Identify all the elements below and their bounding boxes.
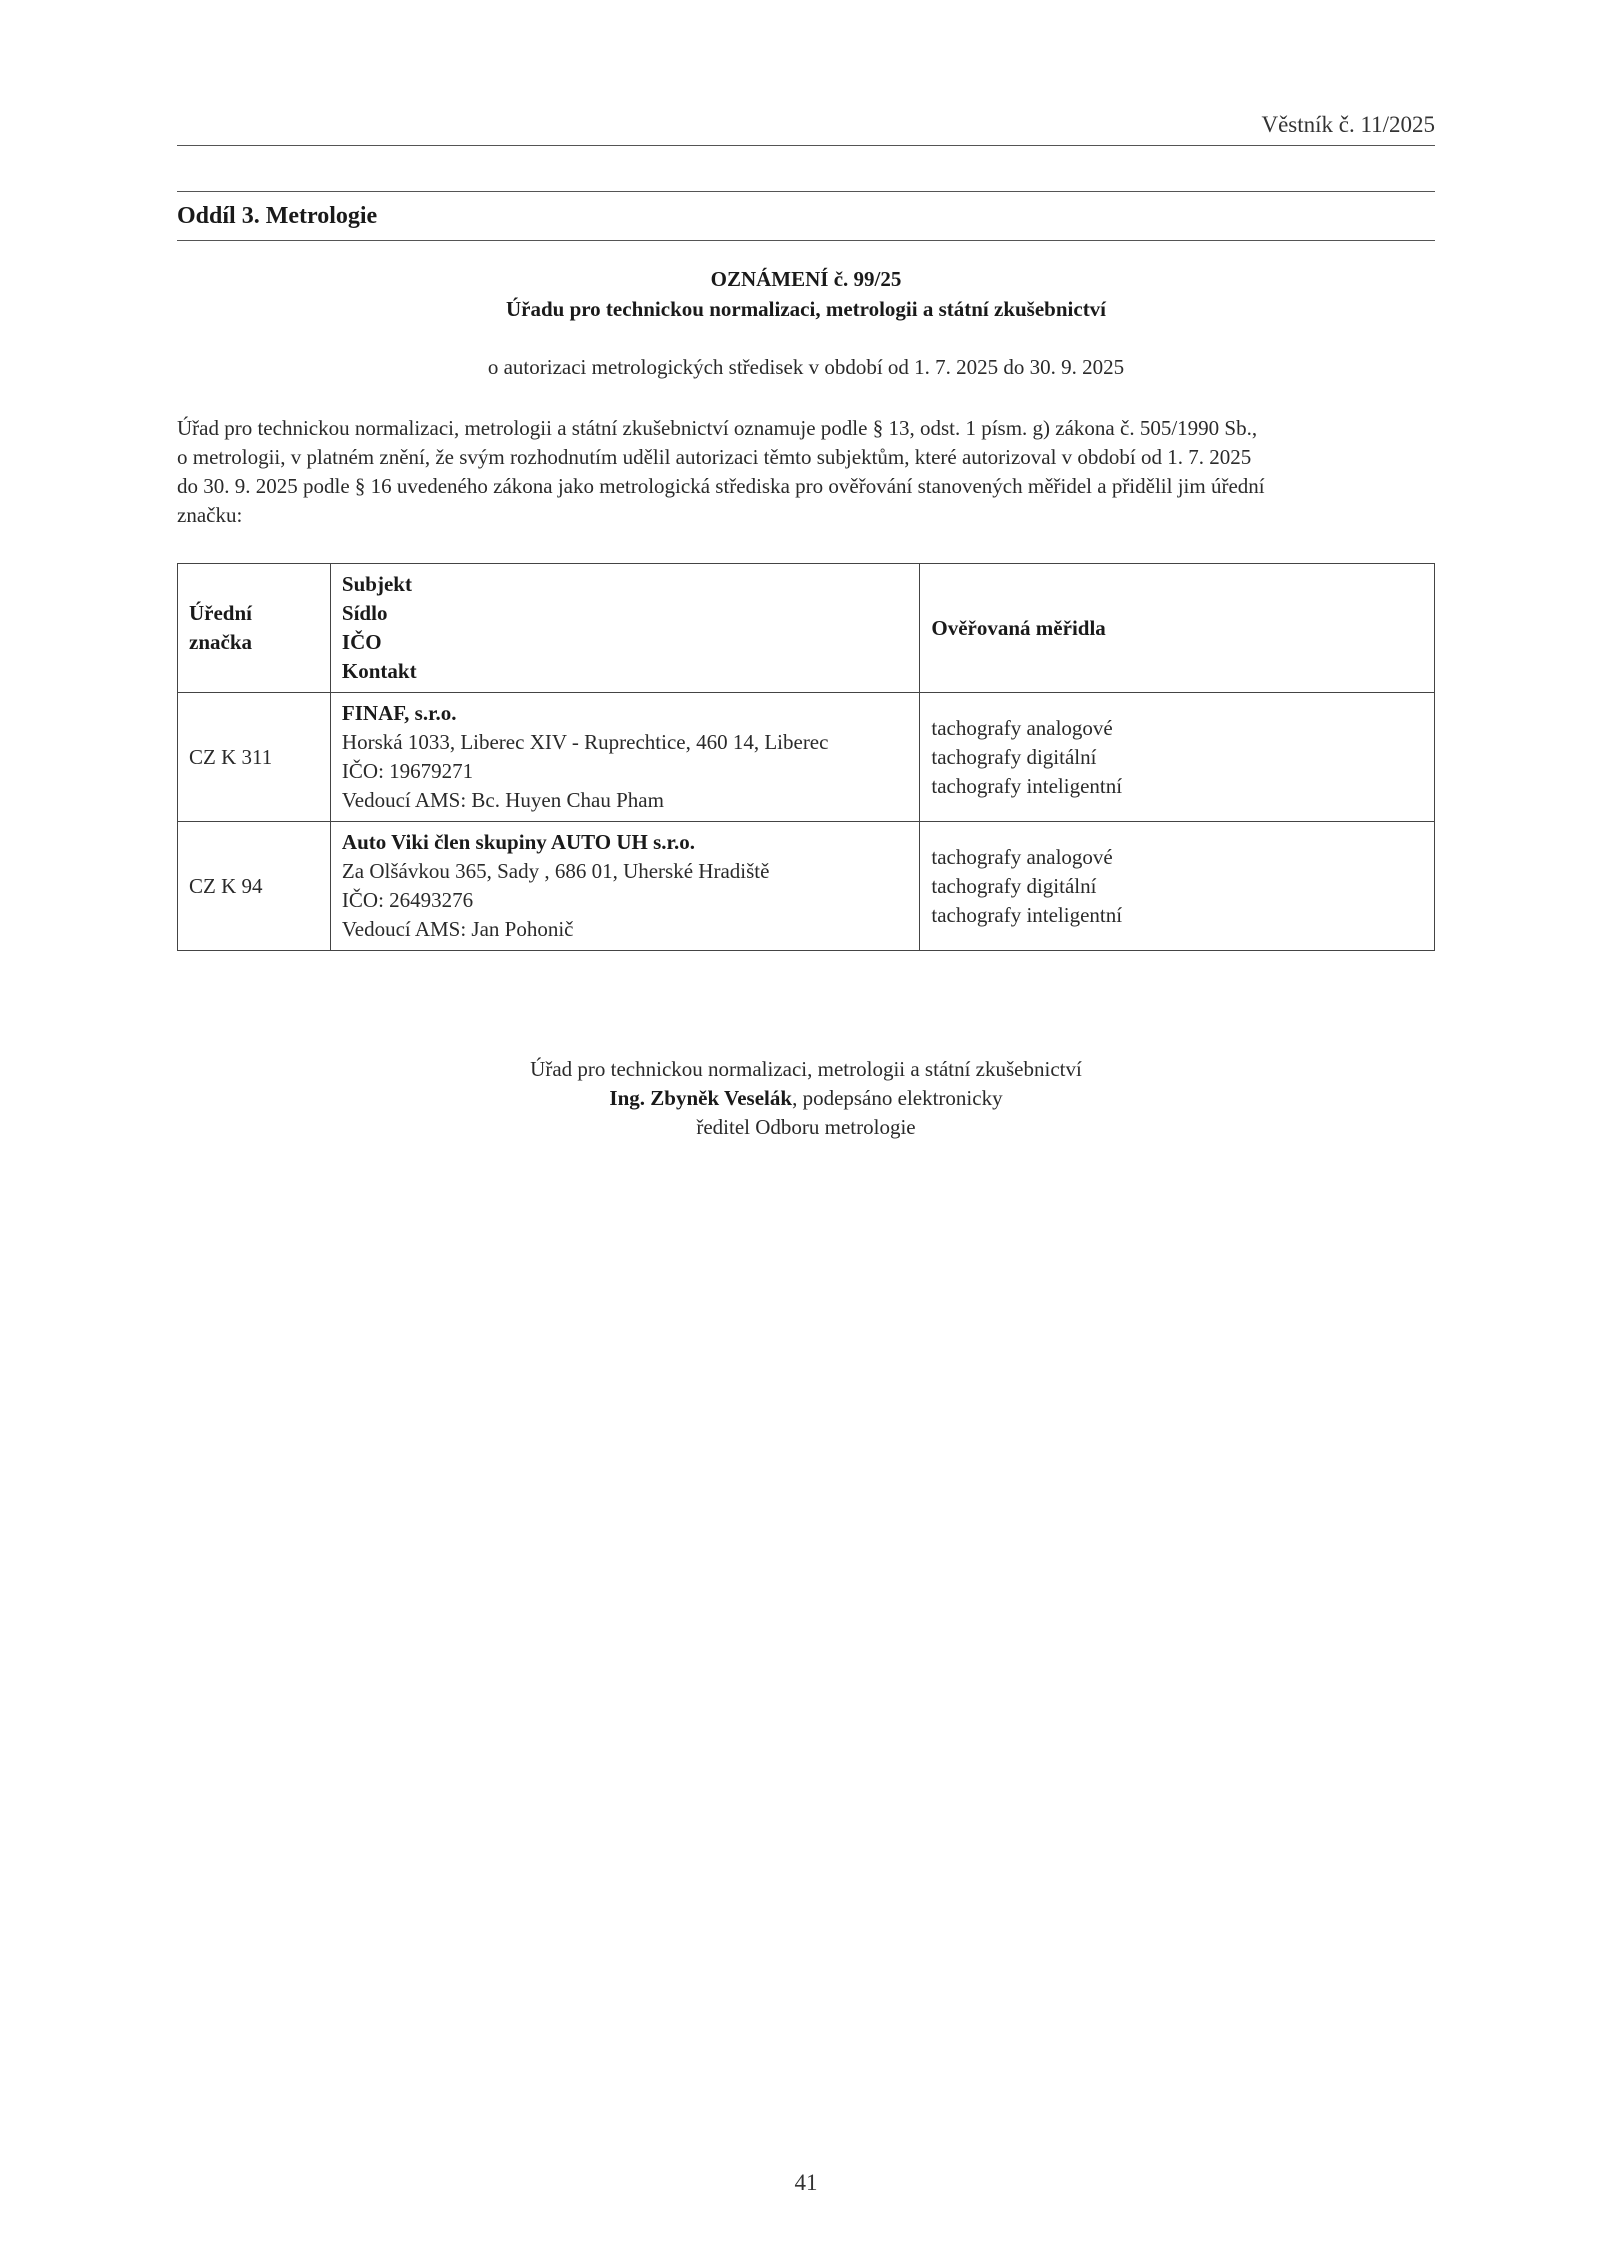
- subject-name: FINAF, s.r.o.: [341, 701, 457, 725]
- intro-line: značku:: [177, 503, 243, 527]
- official-mark: CZ K 94: [178, 822, 331, 951]
- signature-note: , podepsáno elektronicky: [792, 1086, 1003, 1110]
- header-rule: [177, 145, 1435, 146]
- intro-paragraph: [177, 414, 1435, 530]
- instrument-item: tachografy digitální: [931, 744, 1097, 769]
- subject-name: Auto Viki člen skupiny AUTO UH s.r.o.: [341, 830, 695, 854]
- intro-line: do 30. 9. 2025 podle § 16 uvedeného zákona jako metrologická střediska pro ověřování stanovených měřidel a přidělil jim úřední: [177, 474, 1265, 498]
- header-subject-line: Kontakt: [341, 659, 417, 683]
- subject-cell: [330, 822, 919, 951]
- section-rule-top: [177, 191, 1435, 192]
- page-number: 41: [794, 2170, 818, 2195]
- intro-line: Úřad pro technickou normalizaci, metrologii a státní zkušebnictví oznamuje podle § 13, odst. 1 písm. g) zákona č. 505/1990 Sb.,: [177, 416, 1258, 440]
- notice-subject: o autorizaci metrologických středisek v období od 1. 7. 2025 do 30. 9. 2025: [487, 355, 1125, 379]
- running-header: Věstník č. 11/2025: [1261, 112, 1435, 137]
- signature-block: [177, 1055, 1435, 1142]
- instrument-item: tachografy digitální: [931, 873, 1097, 898]
- header-subject-line: Sídlo: [341, 601, 388, 625]
- header-subject-line: Subjekt: [341, 572, 412, 596]
- section-title: Oddíl 3. Metrologie: [177, 203, 378, 229]
- subject-cell: [330, 693, 919, 822]
- table-row: [178, 822, 1435, 951]
- subject-ico: IČO: 19679271: [341, 759, 474, 783]
- authorization-table: [177, 563, 1435, 951]
- subject-address: Za Olšávkou 365, Sady , 686 01, Uherské Hradiště: [341, 859, 770, 883]
- header-mark-line: Úřední: [189, 601, 252, 625]
- instrument-item: tachografy inteligentní: [931, 902, 1123, 927]
- table-row: [178, 693, 1435, 822]
- instruments-cell: [920, 822, 1435, 951]
- header-subject: [330, 564, 919, 693]
- subject-contact: Vedoucí AMS: Jan Pohonič: [341, 917, 574, 941]
- instruments-cell: [920, 693, 1435, 822]
- subject-ico: IČO: 26493276: [341, 888, 474, 912]
- intro-line: o metrologii, v platném znění, že svým rozhodnutím udělil autorizaci těmto subjektům, které autorizoval v období od 1. 7. 2025: [177, 445, 1252, 469]
- signature-line: [177, 1084, 1435, 1113]
- header-mark-line: značka: [189, 630, 252, 654]
- signatory-name: Ing. Zbyněk Veselák: [609, 1086, 793, 1110]
- table-header-row: [178, 564, 1435, 693]
- notice-heading: [177, 264, 1435, 324]
- header-subject-line: IČO: [341, 630, 382, 654]
- header-mark: [178, 564, 331, 693]
- header-instruments: Ověřovaná měřidla: [920, 564, 1435, 693]
- instrument-item: tachografy analogové: [931, 844, 1113, 869]
- subject-contact: Vedoucí AMS: Bc. Huyen Chau Pham: [341, 788, 664, 812]
- signature-office: Úřad pro technickou normalizaci, metrologii a státní zkušebnictví: [530, 1057, 1082, 1081]
- subject-address: Horská 1033, Liberec XIV - Ruprechtice, 460 14, Liberec: [341, 730, 829, 754]
- notice-number: OZNÁMENÍ č. 99/25: [710, 267, 902, 291]
- notice-issuer: Úřadu pro technickou normalizaci, metrologii a státní zkušebnictví: [505, 297, 1107, 321]
- official-mark: CZ K 311: [178, 693, 331, 822]
- section-rule-bottom: [177, 240, 1435, 241]
- instrument-item: tachografy inteligentní: [931, 773, 1123, 798]
- signatory-role: ředitel Odboru metrologie: [696, 1115, 916, 1139]
- instrument-item: tachografy analogové: [931, 715, 1113, 740]
